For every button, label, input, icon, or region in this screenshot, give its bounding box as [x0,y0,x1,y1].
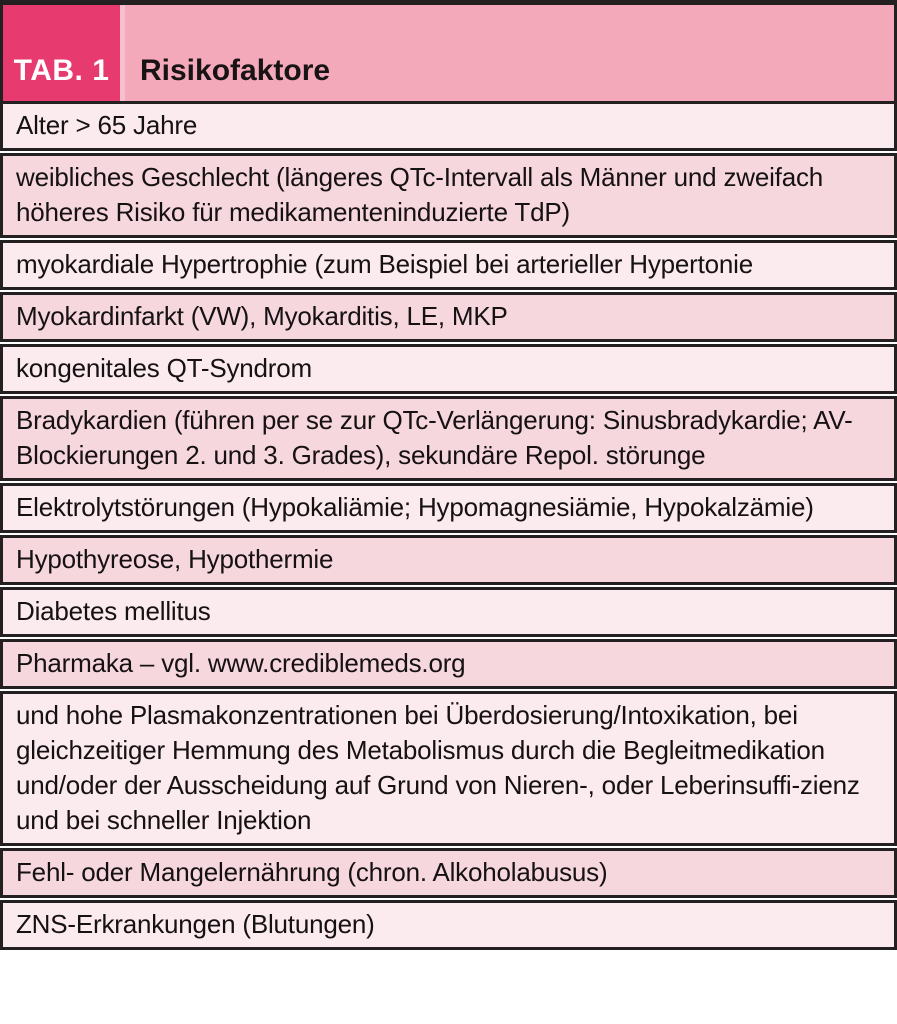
table-header [0,0,897,101]
table-row: Elektrolytstörungen (Hypokaliämie; Hypomagnesiämie, Hypokalzämie) [0,483,897,533]
table-row: kongenitales QT-Syndrom [0,344,897,394]
table-row: myokardiale Hypertrophie (zum Beispiel bei arterieller Hypertonie [0,240,897,290]
table-row: Alter > 65 Jahre [0,101,897,151]
table-row: Hypothyreose, Hypothermie [0,535,897,585]
table-row: Diabetes mellitus [0,587,897,637]
table-tag-badge: TAB. 1 [3,5,120,101]
table-row: Fehl- oder Mangelernährung (chron. Alkoholabusus) [0,848,897,898]
table-row: weibliches Geschlecht (längeres QTc-Intervall als Männer und zweifach höheres Risiko für medikamenteninduzierte TdP) [0,153,897,238]
table-title: Risikofaktore [120,5,894,101]
table-row: und hohe Plasmakonzentrationen bei Überdosierung/Intoxikation, bei gleichzeitiger Hemmung des Metabolismus durch die Begleitmedikation und/oder der Ausscheidung auf Grund von Nieren-, oder Leberinsuffi-zienz und bei schneller Injektion [0,691,897,846]
table-row: Myokardinfarkt (VW), Myokarditis, LE, MKP [0,292,897,342]
table-row: Bradykardien (führen per se zur QTc-Verlängerung: Sinusbradykardie; AV-Blockierungen 2. und 3. Grades), sekundäre Repol. störunge [0,396,897,481]
table-row: ZNS-Erkrankungen (Blutungen) [0,900,897,950]
table-row: Pharmaka – vgl. www.crediblemeds.org [0,639,897,689]
